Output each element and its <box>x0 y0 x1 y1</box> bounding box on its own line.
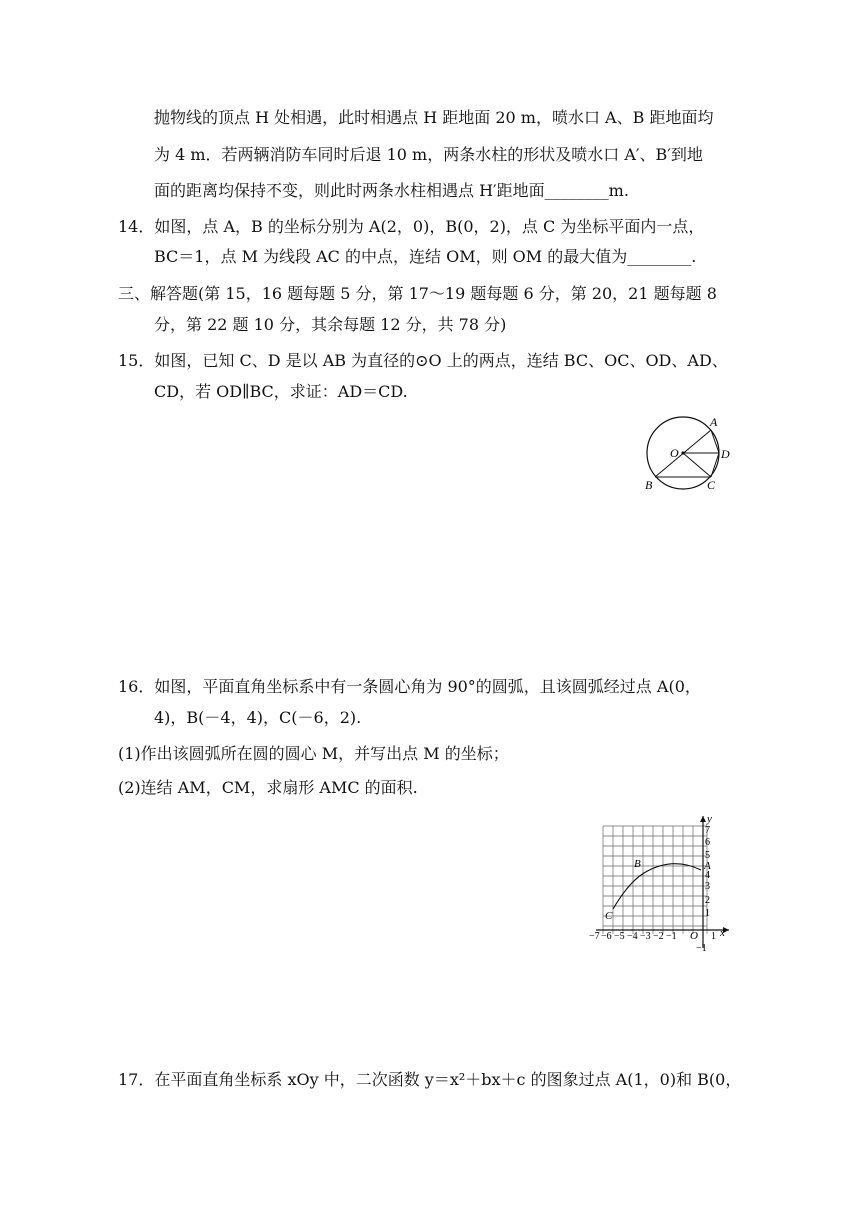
y-axis-arrow <box>700 816 706 822</box>
point-c-label: C <box>605 910 613 922</box>
label-d: D <box>721 447 730 461</box>
y-tick-3: 3 <box>705 881 710 892</box>
y-axis-label: y <box>707 813 712 825</box>
x-tick-minus3: −3 <box>640 931 651 942</box>
y-tick-minus1: −1 <box>696 943 707 954</box>
q14-line-1: 14．如图，点 A，B 的坐标分别为 A(2，0)，B(0，2)，点 C 为坐标平面内一点， <box>118 217 705 236</box>
x-tick-minus6: −6 <box>601 931 612 942</box>
grid-lines <box>603 826 707 934</box>
segment-oc <box>683 453 711 477</box>
y-tick-2: 2 <box>705 895 710 906</box>
x-tick-1: 1 <box>711 931 716 942</box>
x-tick-minus4: −4 <box>627 931 638 942</box>
segment-ad <box>711 430 719 453</box>
section3-line-1: 三、解答题(第 15，16 题每题 5 分，第 17～19 题每题 6 分，第 20，21 题每题 8 <box>118 284 717 303</box>
y-tick-7: 7 <box>705 825 710 836</box>
y-tick-5: 5 <box>705 850 710 861</box>
q16-part-2: (2)连结 AM，CM，求扇形 AMC 的面积. <box>118 778 418 797</box>
q16-line-1: 16．如图，平面直角坐标系中有一条圆心角为 90°的圆弧，且该圆弧经过点 A(0， <box>118 677 701 696</box>
q15-line-1: 15．如图，已知 C、D 是以 AB 为直径的⊙O 上的两点，连结 BC、OC、OD、AD、 <box>118 351 728 370</box>
q13-line-3: 面的距离均保持不变，则此时两条水柱相遇点 H′距地面________m. <box>154 181 629 200</box>
center-dot <box>681 451 684 454</box>
q15-circle-figure <box>640 412 740 496</box>
origin-label: O <box>690 930 698 942</box>
label-a: A <box>710 415 718 429</box>
q13-line-1: 抛物线的顶点 H 处相遇，此时相遇点 H 距地面 20 m，喷水口 A、B 距地面均 <box>154 108 714 127</box>
x-tick-minus5: −5 <box>614 931 625 942</box>
y-tick-1: 1 <box>705 908 710 919</box>
y-tick-4: 4 <box>705 870 710 881</box>
x-axis-label: x <box>720 927 725 939</box>
q16-coordinate-figure <box>584 812 734 954</box>
q16-line-2: 4)，B(－4，4)，C(－6，2). <box>154 708 362 727</box>
x-tick-minus2: −2 <box>653 931 664 942</box>
x-tick-minus1: −1 <box>666 931 677 942</box>
q13-line-2: 为 4 m．若两辆消防车同时后退 10 m，两条水柱的形状及喷水口 A′、B′到地 <box>154 145 703 164</box>
label-c: C <box>707 478 716 492</box>
point-b-label: B <box>634 858 641 870</box>
q17-line-1: 17．在平面直角坐标系 xOy 中，二次函数 y＝x²＋bx＋c 的图象过点 A(1，0)和 B(0， <box>118 1070 742 1089</box>
q14-line-2: BC＝1，点 M 为线段 AC 的中点，连结 OM，则 OM 的最大值为________. <box>154 247 697 266</box>
point-a-label: A <box>704 860 711 872</box>
y-tick-6: 6 <box>705 837 710 848</box>
q16-part-1: (1)作出该圆弧所在圆的圆心 M，并写出点 M 的坐标； <box>118 744 509 763</box>
q15-line-2: CD，若 OD∥BC，求证：AD＝CD. <box>154 382 408 401</box>
section3-line-2: 分，第 22 题 10 分，其余每题 12 分，共 78 分) <box>154 315 507 334</box>
segment-cd <box>711 453 719 477</box>
label-o: O <box>670 446 679 460</box>
x-tick-minus7: −7 <box>589 931 600 942</box>
label-b: B <box>645 478 653 492</box>
